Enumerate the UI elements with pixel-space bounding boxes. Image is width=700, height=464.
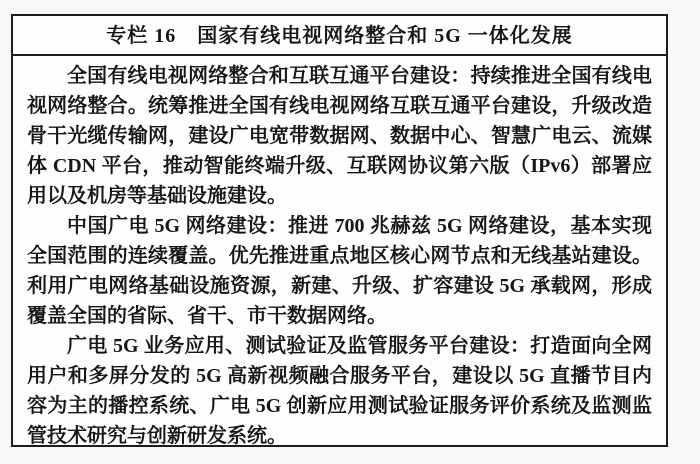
column-body [13,56,666,451]
column-title-bar [13,16,666,56]
column-box [11,14,668,447]
paragraph-cable-network-integration: 全国有线电视网络整合和互联互通平台建设：持续推进全国有线电视网络整合。统筹推进全国有线电视网络互联互通平台建设，升级改造骨干光缆传输网，建设广电宽带数据网、数据中心、智慧广电云、流媒体 CDN 平台，推动智能终端升级、互联网协议第六版（IPv6）部署应用以及机房等基础设施建设。 [27,65,652,207]
paragraph-5g-service-platform: 广电 5G 业务应用、测试验证及监管服务平台建设：打造面向全网用户和多屏分发的 5G 高新视频融合服务平台，建设以 5G 直播节目内容为主的播控系统、广电 5G 创新应用测试验证服务评价系统及监测监管技术研究与创新研发系统。 [27,335,652,447]
paragraph-5g-network-construction: 中国广电 5G 网络建设：推进 700 兆赫兹 5G 网络建设，基本实现全国范围的连续覆盖。优先推进重点地区核心网节点和无线基站建设。利用广电网络基础设施资源，新建、升级、扩容建设 5G 承载网，形成覆盖全国的省际、省干、市干数据网络。 [27,215,652,327]
column-title: 专栏 16 国家有线电视网络整合和 5G 一体化发展 [106,25,573,47]
